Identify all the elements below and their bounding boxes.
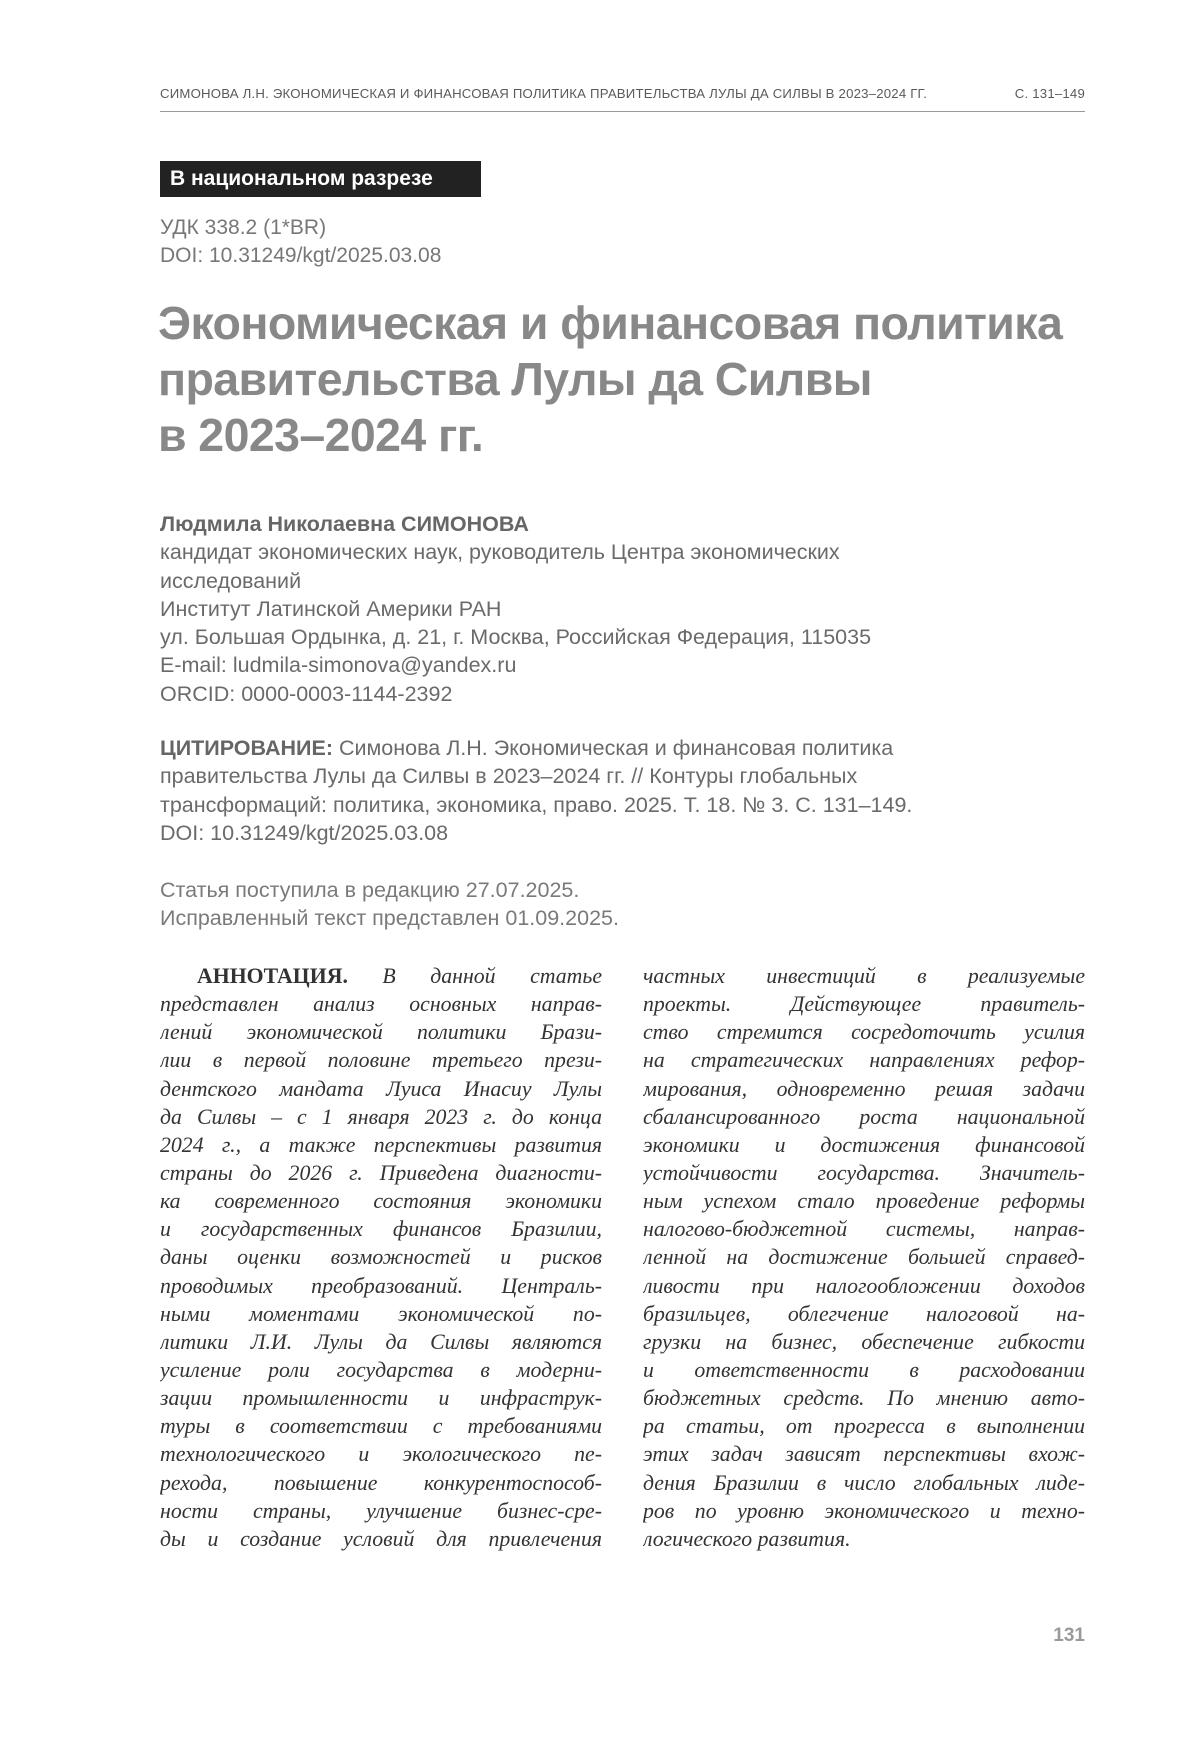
received-date: Статья поступила в редакцию 27.07.2025. — [160, 878, 580, 902]
abstract-line: ров по уровню экономического и техно- — [643, 1498, 1085, 1523]
abstract-line: экономики и достижения финансовой — [643, 1132, 1085, 1157]
abstract-line: ра статьи, от прогресса в выполнении — [643, 1414, 1085, 1439]
abstract-line — [160, 962, 602, 990]
abstract-line: на стратегических направлениях рефор- — [643, 1048, 1085, 1073]
abstract-line: представлен анализ основных направ- — [160, 992, 602, 1017]
citation-text: правительства Лулы да Силвы в 2023–2024 гг. // Контуры глобальных — [160, 764, 858, 789]
author-institution: Институт Латинской Америки РАН — [160, 596, 502, 621]
abstract-line: страны до 2026 г. Приведена диагности- — [160, 1160, 602, 1185]
running-head-title: СИМОНОВА Л.Н. ЭКОНОМИЧЕСКАЯ И ФИНАНСОВАЯ ПОЛИТИКА ПРАВИТЕЛЬСТВА ЛУЛЫ ДА СИЛВЫ В 2023–2024 ГГ. — [160, 86, 928, 101]
received-dates — [160, 876, 619, 933]
author-position-line: кандидат экономических наук, руководитель Центра экономических — [160, 540, 840, 565]
abstract-line: и ответственности в расходовании — [643, 1357, 1085, 1382]
abstract-line: сбалансированного роста национальной — [643, 1104, 1085, 1129]
running-head — [160, 86, 1085, 101]
abstract-line: технологического и экологического пе- — [160, 1442, 602, 1467]
abstract-line: проекты. Действующее правитель- — [643, 992, 1085, 1017]
author-name: Людмила Николаевна СИМОНОВА — [160, 512, 529, 536]
abstract-line: ными моментами экономической по- — [160, 1301, 602, 1326]
title-line: в 2023–2024 гг. — [158, 409, 484, 461]
author-orcid: ORCID: 0000-0003-1144-2392 — [160, 681, 453, 706]
abstract-line: ленной на достижение большей справед- — [643, 1245, 1085, 1270]
abstract-line: лии в первой половине третьего прези- — [160, 1048, 602, 1073]
identifiers — [160, 214, 441, 270]
abstract-line: туры в соответствии с требованиями — [160, 1414, 602, 1439]
abstract-line: усиление роли государства в модерни- — [160, 1357, 602, 1382]
abstract-line: налогово-бюджетной системы, направ- — [643, 1217, 1085, 1242]
abstract-line: логического развития. — [643, 1526, 851, 1551]
doi: DOI: 10.31249/kgt/2025.03.08 — [160, 244, 442, 267]
abstract-line: бразильцев, облегчение налоговой на- — [643, 1301, 1085, 1326]
abstract-line: рехода, повышение конкурентоспособ- — [160, 1470, 602, 1495]
abstract-column-right — [643, 962, 1085, 1553]
author-position-line: исследований — [160, 568, 302, 593]
abstract-line: и государственных финансов Бразилии, — [160, 1217, 602, 1242]
citation-label: ЦИТИРОВАНИЕ: — [160, 736, 333, 760]
abstract-line: устойчивости государства. Значитель- — [643, 1160, 1085, 1185]
abstract-line: даны оценки возможностей и рисков — [160, 1245, 602, 1270]
abstract-line: проводимых преобразований. Централь- — [160, 1273, 602, 1298]
revised-date: Исправленный текст представлен 01.09.2025. — [160, 906, 619, 931]
abstract-line: мирования, одновременно решая задачи — [643, 1076, 1085, 1101]
abstract-line: ности страны, улучшение бизнес-сре- — [160, 1498, 602, 1523]
abstract-line: дения Бразилии в число глобальных лиде- — [643, 1470, 1085, 1495]
abstract-line: грузки на бизнес, обеспечение гибкости — [643, 1329, 1085, 1354]
author-address: ул. Большая Ордынка, д. 21, г. Москва, Российская Федерация, 115035 — [160, 625, 872, 650]
abstract-line: литики Л.И. Лулы да Силвы являются — [160, 1329, 602, 1354]
abstract-column-left — [160, 962, 602, 1553]
abstract-line: ка современного состояния экономики — [160, 1189, 602, 1214]
udk: УДК 338.2 (1*BR) — [160, 216, 327, 239]
abstract-line: бюджетных средств. По мнению авто- — [643, 1386, 1085, 1411]
abstract-label: АННОТАЦИЯ. — [197, 964, 348, 988]
abstract-line: частных инвестиций в реализуемые — [643, 964, 1085, 988]
abstract-line: да Силвы – с 1 января 2023 г. до конца — [160, 1104, 602, 1129]
abstract-line: дентского мандата Луиса Инасиу Лулы — [160, 1076, 602, 1101]
abstract-line: ство стремится сосредоточить усилия — [643, 1020, 1085, 1045]
abstract-line: ным успехом стало проведение реформы — [643, 1189, 1085, 1214]
author-block — [160, 510, 1010, 708]
abstract-line: ливости при налогообложении доходов — [643, 1273, 1085, 1298]
abstract-line: ды и создание условий для привлечения — [160, 1526, 602, 1551]
title-line: правительства Лулы да Силвы — [158, 353, 872, 405]
citation-block — [160, 734, 1040, 847]
abstract-line: зации промышленности и инфраструк- — [160, 1386, 602, 1411]
abstract-text: В данной статье — [382, 964, 602, 988]
running-head-rule — [160, 111, 1085, 112]
title-line: Экономическая и финансовая политика — [158, 297, 1063, 349]
citation-text: Симонова Л.Н. Экономическая и финансовая политика — [338, 736, 894, 760]
section-label: В национальном разрезе — [160, 161, 481, 197]
running-head-pages: С. 131–149 — [1014, 86, 1085, 101]
abstract-line: 2024 г., а также перспективы развития — [160, 1132, 602, 1157]
abstract-line: этих задач зависят перспективы вхож- — [643, 1442, 1085, 1467]
article-title — [158, 295, 1088, 463]
citation-doi: DOI: 10.31249/kgt/2025.03.08 — [160, 820, 449, 845]
abstract-line: лений экономической политики Брази- — [160, 1020, 602, 1045]
author-email[interactable]: E-mail: ludmila-simonova@yandex.ru — [160, 653, 517, 678]
citation-text: трансформаций: политика, экономика, право. 2025. Т. 18. № 3. С. 131–149. — [160, 792, 913, 817]
page-number: 131 — [1053, 1625, 1085, 1646]
